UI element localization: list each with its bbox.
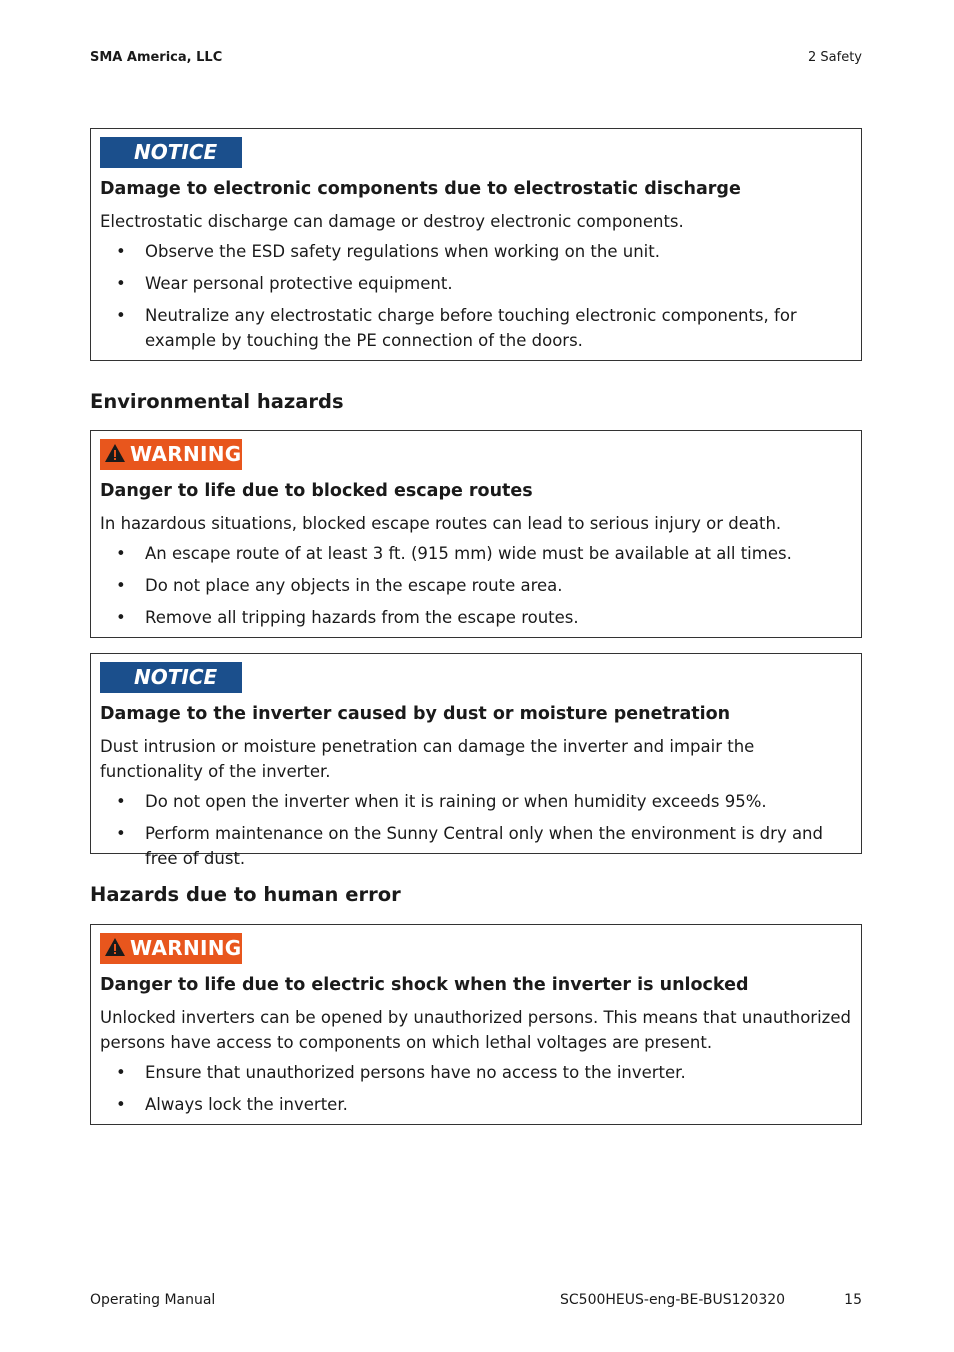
header-company: SMA America, LLC xyxy=(90,50,223,65)
warning-label-text: WARNING xyxy=(130,936,242,960)
notice-label: NOTICE xyxy=(100,662,242,693)
list-item: • Perform maintenance on the Sunny Central only when the environment is dry and free of dust. xyxy=(100,821,853,871)
warning-description: In hazardous situations, blocked escape routes can lead to serious injury or death. xyxy=(100,514,782,533)
notice-box-dust xyxy=(90,653,862,868)
list-item: • Remove all tripping hazards from the escape routes. xyxy=(100,605,853,630)
list-item: • Ensure that unauthorized persons have no access to the inverter. xyxy=(100,1060,853,1085)
warning-title: Danger to life due to electric shock when the inverter is unlocked xyxy=(100,975,749,995)
footer-page-number: 15 xyxy=(844,1292,862,1308)
bullet-list xyxy=(100,239,853,353)
list-item: • Do not place any objects in the escape route area. xyxy=(100,573,853,598)
footer-manual-title: Operating Manual xyxy=(90,1292,216,1308)
warning-label-text: WARNING xyxy=(130,442,242,466)
warning-label xyxy=(100,439,242,470)
warning-triangle-icon xyxy=(104,937,126,957)
list-item: • An escape route of at least 3 ft. (915 mm) wide must be available at all times. xyxy=(100,541,853,566)
list-item: • Observe the ESD safety regulations when working on the unit. xyxy=(100,239,853,264)
notice-box-esd xyxy=(90,128,862,361)
notice-title: Damage to electronic components due to electrostatic discharge xyxy=(100,179,741,199)
section-heading-human-error: Hazards due to human error xyxy=(90,883,401,906)
notice-description: Electrostatic discharge can damage or destroy electronic components. xyxy=(100,212,684,231)
notice-title: Damage to the inverter caused by dust or moisture penetration xyxy=(100,704,731,724)
list-item: • Neutralize any electrostatic charge before touching electronic components, for example by touching the PE connection of the doors. xyxy=(100,303,853,353)
warning-box-escape-routes xyxy=(90,430,862,638)
notice-label: NOTICE xyxy=(100,137,242,168)
bullet-list xyxy=(100,1060,853,1117)
header-chapter: 2 Safety xyxy=(808,50,862,65)
footer-doc-id: SC500HEUS-eng-BE-BUS120320 xyxy=(560,1292,786,1308)
warning-box-unlocked xyxy=(90,924,862,1125)
bullet-list xyxy=(100,789,853,871)
section-heading-environmental: Environmental hazards xyxy=(90,390,344,413)
warning-triangle-icon xyxy=(104,443,126,463)
warning-label xyxy=(100,933,242,964)
warning-description: Unlocked inverters can be opened by unauthorized persons. This means that unauthorized persons have access to components on which lethal voltages are present. xyxy=(100,1008,851,1052)
bullet-list xyxy=(100,541,853,630)
list-item: • Always lock the inverter. xyxy=(100,1092,853,1117)
list-item: • Do not open the inverter when it is raining or when humidity exceeds 95%. xyxy=(100,789,853,814)
notice-description: Dust intrusion or moisture penetration can damage the inverter and impair the functionality of the inverter. xyxy=(100,737,755,781)
list-item: • Wear personal protective equipment. xyxy=(100,271,853,296)
warning-title: Danger to life due to blocked escape routes xyxy=(100,481,533,501)
